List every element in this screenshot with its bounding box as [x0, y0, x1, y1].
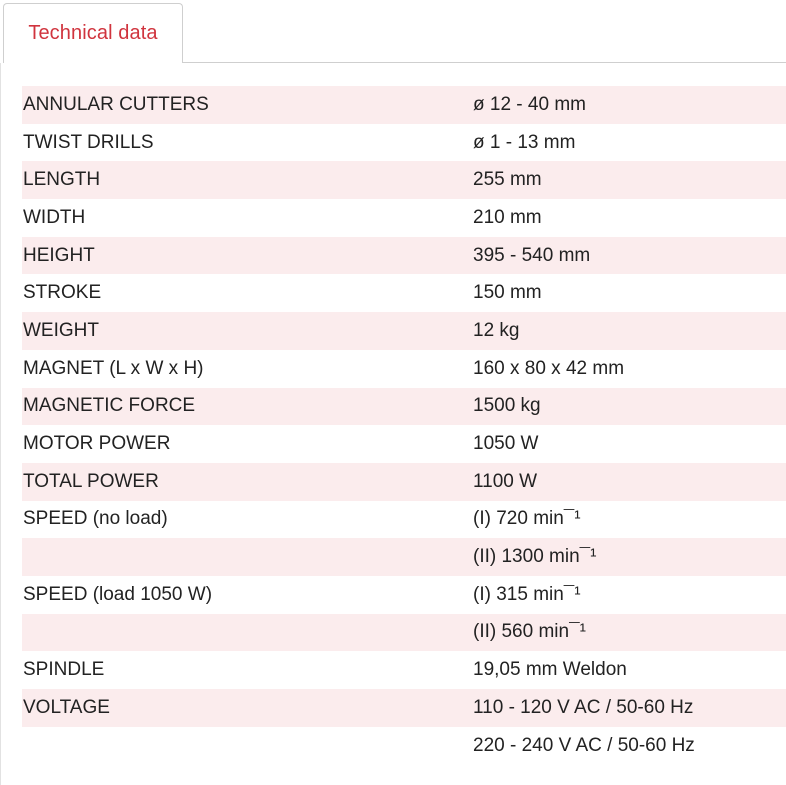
spec-value: (II) 560 min¯¹	[472, 614, 786, 652]
technical-data-table	[22, 86, 786, 764]
spec-value: ø 1 - 13 mm	[473, 131, 576, 153]
spec-value: (II) 1300 min¯¹	[472, 538, 786, 576]
spec-label: STROKE	[23, 282, 102, 304]
table-row	[22, 501, 786, 539]
spec-label: SPEED (no load)	[23, 508, 168, 530]
spec-label: VOLTAGE	[22, 689, 472, 727]
spec-label	[22, 727, 472, 765]
spec-label: TWIST DRILLS	[23, 131, 154, 153]
table-row	[22, 161, 786, 199]
spec-label	[22, 614, 472, 652]
table-row	[22, 689, 786, 727]
spec-value: 12 kg	[472, 312, 786, 350]
table-row	[22, 350, 786, 388]
spec-value: 210 mm	[473, 206, 542, 228]
spec-value: ø 12 - 40 mm	[472, 86, 786, 124]
spec-value: (I) 315 min¯¹	[473, 583, 581, 605]
spec-label: WEIGHT	[22, 312, 472, 350]
spec-value: 255 mm	[472, 161, 786, 199]
table-row	[22, 576, 786, 614]
table-row	[22, 463, 786, 501]
spec-label: MOTOR POWER	[23, 433, 171, 455]
table-row	[22, 237, 786, 275]
spec-value: 150 mm	[473, 282, 542, 304]
spec-value: (I) 720 min¯¹	[473, 508, 581, 530]
tab-technical-data[interactable]	[3, 3, 183, 63]
tab-technical-data-label: Technical data	[28, 22, 158, 44]
spec-label: TOTAL POWER	[22, 463, 472, 501]
spec-label: MAGNET (L x W x H)	[23, 357, 204, 379]
spec-label: MAGNETIC FORCE	[22, 388, 472, 426]
spec-value: 110 - 120 V AC / 50-60 Hz	[472, 689, 786, 727]
table-row	[22, 199, 786, 237]
spec-value: 220 - 240 V AC / 50-60 Hz	[473, 734, 695, 756]
table-row	[22, 86, 786, 124]
spec-label: HEIGHT	[22, 237, 472, 275]
spec-label: SPINDLE	[23, 659, 105, 681]
table-row	[22, 538, 786, 576]
spec-label: WIDTH	[23, 206, 86, 228]
table-row	[22, 124, 786, 162]
table-row	[22, 727, 786, 765]
table-row	[22, 312, 786, 350]
spec-label	[22, 538, 472, 576]
table-row	[22, 614, 786, 652]
spec-value: 1100 W	[472, 463, 786, 501]
spec-value: 395 - 540 mm	[472, 237, 786, 275]
spec-label: ANNULAR CUTTERS	[22, 86, 472, 124]
spec-value: 160 x 80 x 42 mm	[473, 357, 625, 379]
table-row	[22, 425, 786, 463]
spec-label: SPEED (load 1050 W)	[23, 583, 213, 605]
spec-value: 1050 W	[473, 433, 539, 455]
spec-value: 1500 kg	[472, 388, 786, 426]
table-row	[22, 274, 786, 312]
spec-label: LENGTH	[22, 161, 472, 199]
table-row	[22, 651, 786, 689]
table-row	[22, 388, 786, 426]
spec-value: 19,05 mm Weldon	[473, 659, 627, 681]
tab-bar	[0, 0, 786, 63]
